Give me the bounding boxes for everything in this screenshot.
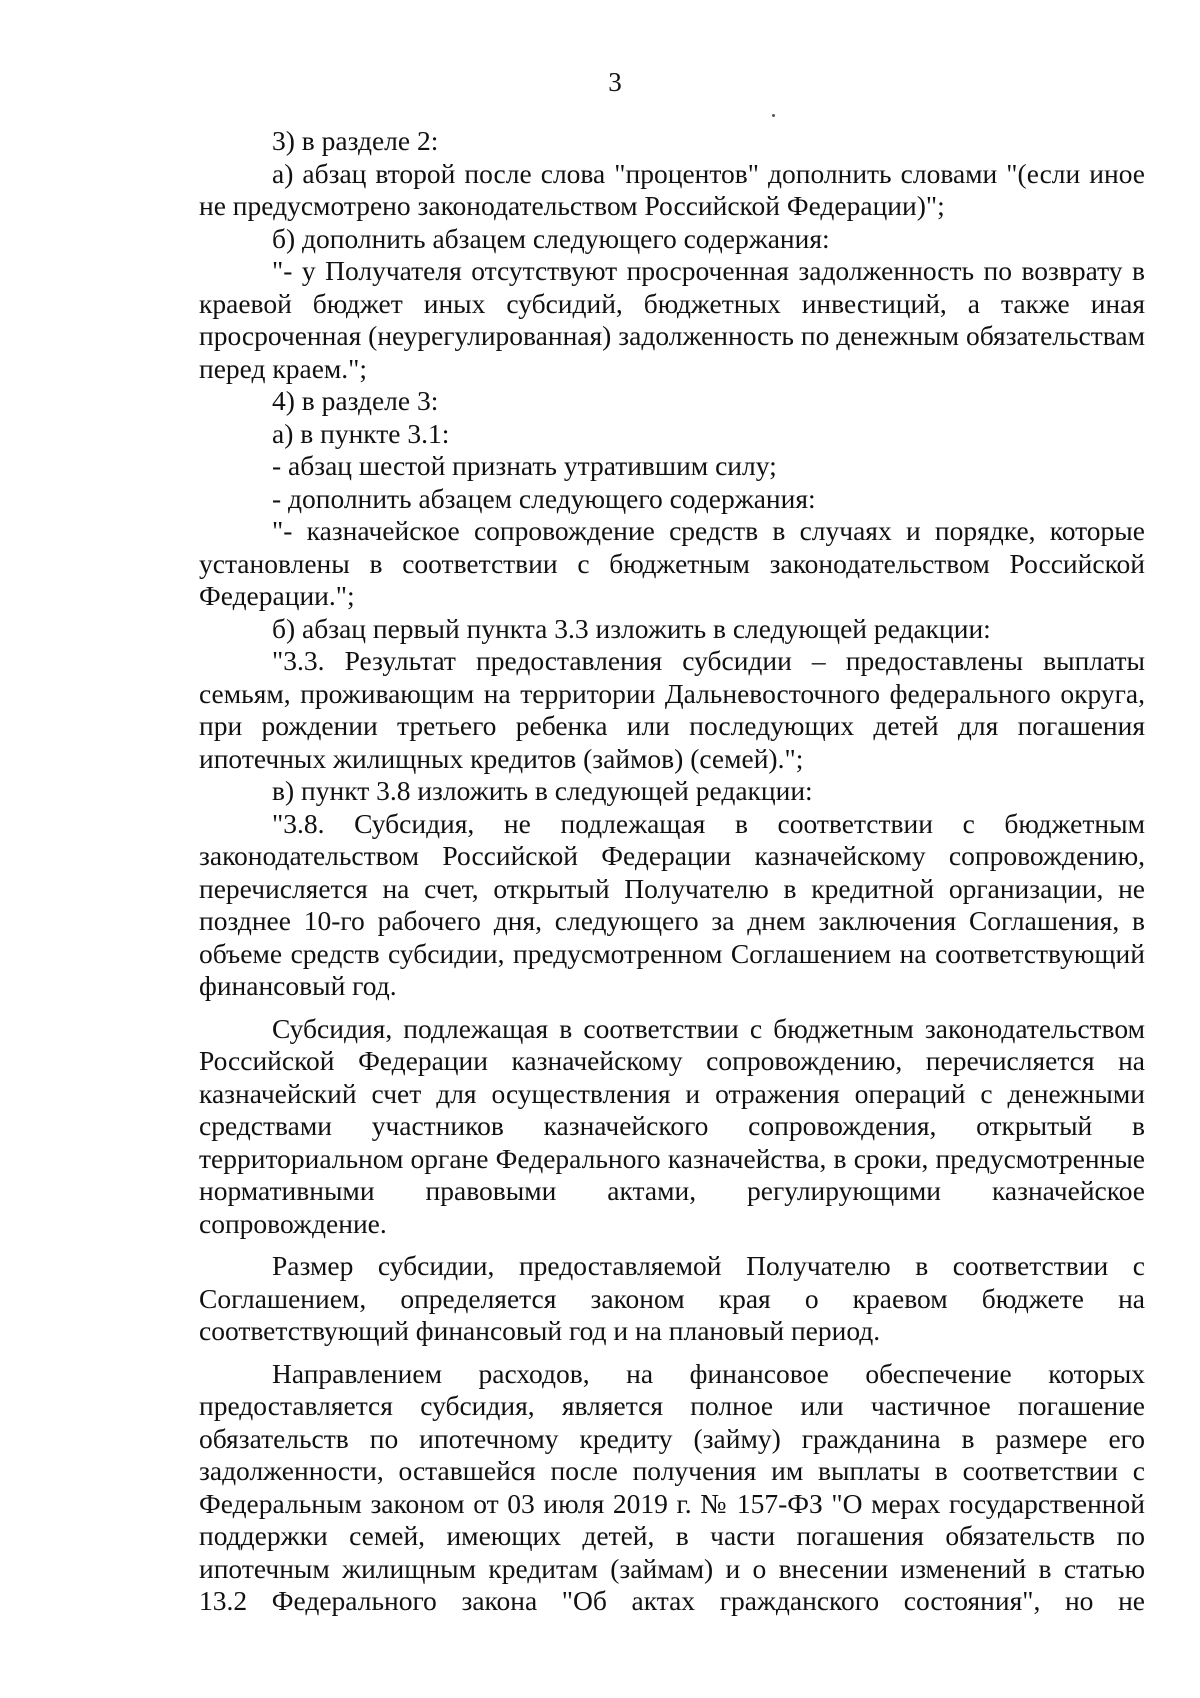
paragraph-quote-3-3: "3.3. Результат предоставления субсидии – предоставлены выплаты семьям, проживающим на территории Дальневосточного федерального округа, при рождении третьего ребенка или последующих детей для погашения ипотечных жилищных кредитов (займов) (семей)."; (199, 645, 1145, 774)
paragraph-item-3b: б) абзац первый пункта 3.3 изложить в следующей редакции: (272, 612, 991, 644)
paragraph-item-3a: а) в пункте 3.1: (272, 417, 450, 449)
paragraph-item-3c: в) пункт 3.8 изложить в следующей редакции: (272, 775, 813, 806)
page-number: 3 (608, 67, 622, 97)
paragraph-item-3a-dash1: - абзац шестой признать утратившим силу; (272, 450, 777, 481)
paragraph-section-2-heading: 3) в разделе 2: (272, 125, 439, 156)
paragraph-quote-2b: "- у Получателя отсутствуют просроченная задолженность по возврату в краевой бюджет иных субсидий, бюджетных инвестиций, а также иная просроченная (неурегулированная) задолженность по денежным обязательствам перед краем."; (199, 255, 1145, 384)
paragraph-item-2b: б) дополнить абзацем следующего содержания: (272, 222, 830, 254)
scan-speck (772, 114, 775, 117)
document-body (199, 125, 1145, 1618)
paragraph-item-3a-dash2: - дополнить абзацем следующего содержания: (272, 482, 816, 514)
paragraph-quote-3a: "- казначейское сопровождение средств в случаях и порядке, которые установлены в соответствии с бюджетным законодательством Российской Федерации."; (199, 515, 1145, 611)
paragraph-expense-direction: Направлением расходов, на финансовое обеспечение которых предоставляется субсидия, является полное или частичное погашение обязательств по ипотечному кредиту (займу) гражданина в размере его задолженности, оставшейся после получения им выплаты в соответствии с Федеральным законом от 03 июля 2019 г. № 157-ФЗ "О мерах государственной поддержки семей, имеющих детей, в части погашения обязательств по ипотечным жилищным кредитам (займам) и о внесении изменений в статью 13.2 Федерального закона "Об актах гражданского состояния", но не (199, 1357, 1145, 1616)
paragraph-item-2a: а) абзац второй после слова "процентов" дополнить словами "(если иное не предусмотрено законодательством Российской Федерации)"; (199, 157, 1145, 221)
paragraph-section-3-heading: 4) в разделе 3: (272, 385, 439, 416)
paragraph-subsidy-amount: Размер субсидии, предоставляемой Получателю в соответствии с Соглашением, определяется законом края о краевом бюджете на соответствующий финансовый год и на плановый период. (199, 1250, 1145, 1346)
paragraph-subsidy-treasury: Субсидия, подлежащая в соответствии с бюджетным законодательством Российской Федерации казначейскому сопровождению, перечисляется на казначейский счет для осуществления и отражения операций с денежными средствами участников казначейского сопровождения, открытый в территориальном органе Федерального казначейства, в сроки, предусмотренные нормативными правовыми актами, регулирующими казначейское сопровождение. (199, 1012, 1145, 1239)
paragraph-quote-3-8: "3.8. Субсидия, не подлежащая в соответствии с бюджетным законодательством Российской Федерации казначейскому сопровождению, перечисляется на счет, открытый Получателю в кредитной организации, не позднее 10-го рабочего дня, следующего за днем заключения Соглашения, в объеме средств субсидии, предусмотренном Соглашением на соответствующий финансовый год. (199, 807, 1145, 1001)
